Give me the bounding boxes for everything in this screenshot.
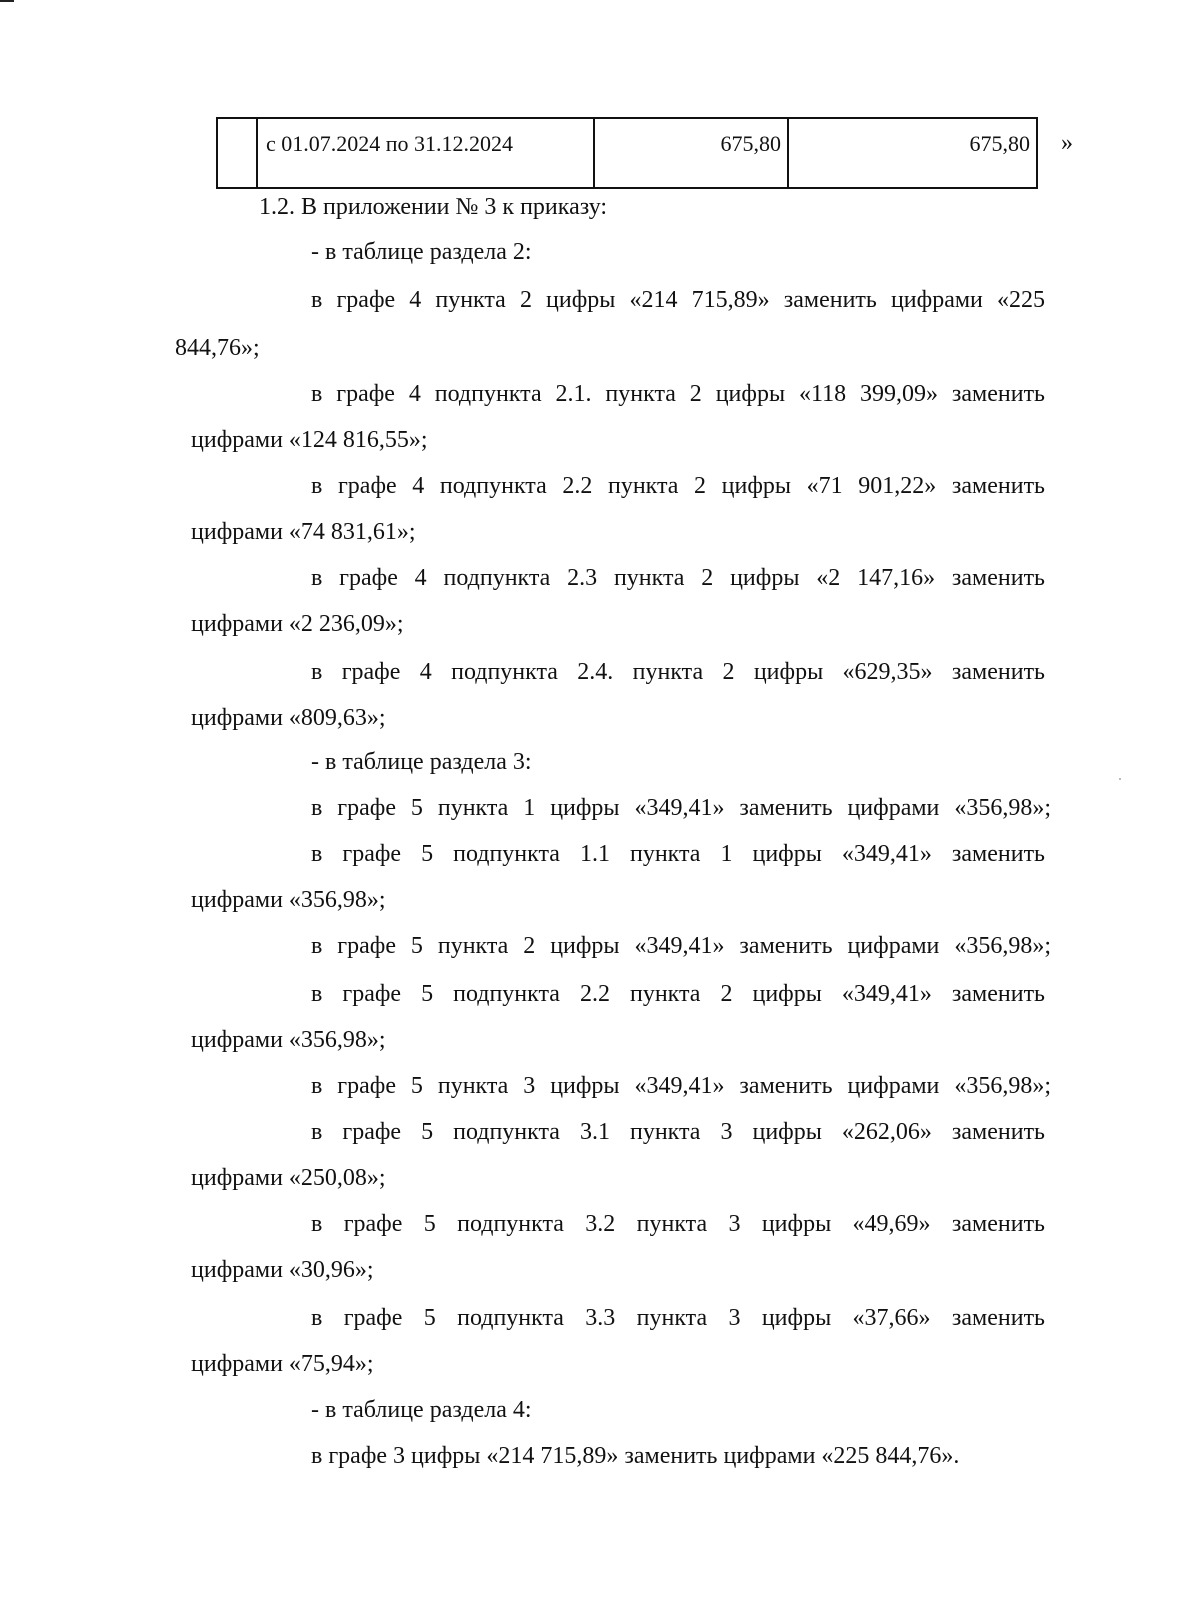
paragraph-line: - в таблице раздела 4: [311, 1397, 532, 1423]
paragraph-line: цифрами «75,94»; [191, 1351, 374, 1377]
paragraph-line: - в таблице раздела 2: [311, 239, 532, 265]
paragraph-heading: 1.2. В приложении № 3 к приказу: [259, 194, 608, 220]
paragraph-line: цифрами «356,98»; [191, 887, 386, 913]
paragraph-line: в графе 5 подпункта 3.3 пункта 3 цифры «37,66» заменить [311, 1305, 1045, 1331]
table-cell-value-1: 675,80 [595, 119, 789, 187]
paragraph-line: цифрами «74 831,61»; [191, 519, 416, 545]
scan-corner-mark [0, 0, 14, 2]
paragraph-line: цифрами «809,63»; [191, 705, 386, 731]
paragraph-line: в графе 5 пункта 2 цифры «349,41» заменить цифрами «356,98»; [311, 933, 1051, 959]
paragraph-line: в графе 5 подпункта 3.1 пункта 3 цифры «262,06» заменить [311, 1119, 1045, 1145]
paragraph-line: цифрами «124 816,55»; [191, 427, 428, 453]
paragraph-line: 844,76»; [175, 335, 260, 361]
closing-quote-mark: » [1061, 130, 1073, 156]
paragraph-line: в графе 4 пункта 2 цифры «214 715,89» заменить цифрами «225 [311, 287, 1045, 313]
table-cell-period: с 01.07.2024 по 31.12.2024 [258, 119, 595, 187]
table-cell-number [218, 119, 258, 187]
paragraph-line: цифрами «250,08»; [191, 1165, 386, 1191]
paragraph-line: цифрами «30,96»; [191, 1257, 374, 1283]
paragraph-line: - в таблице раздела 3: [311, 749, 532, 775]
paragraph-line: в графе 5 пункта 3 цифры «349,41» заменить цифрами «356,98»; [311, 1073, 1051, 1099]
paragraph-line: в графе 4 подпункта 2.4. пункта 2 цифры «629,35» заменить [311, 659, 1045, 685]
paragraph-line: в графе 5 пункта 1 цифры «349,41» заменить цифрами «356,98»; [311, 795, 1051, 821]
paragraph-line: в графе 5 подпункта 3.2 пункта 3 цифры «49,69» заменить [311, 1211, 1045, 1237]
tariff-table-row [216, 117, 1038, 189]
paragraph-line: в графе 4 подпункта 2.1. пункта 2 цифры «118 399,09» заменить [311, 381, 1045, 407]
scan-artifact-dot [1119, 778, 1121, 780]
table-cell-value-2: 675,80 [969, 131, 1030, 156]
paragraph-line: цифрами «356,98»; [191, 1027, 386, 1053]
paragraph-line: цифрами «2 236,09»; [191, 611, 404, 637]
paragraph-line: в графе 5 подпункта 2.2 пункта 2 цифры «349,41» заменить [311, 981, 1045, 1007]
paragraph-line: в графе 4 подпункта 2.2 пункта 2 цифры «71 901,22» заменить [311, 473, 1045, 499]
paragraph-line: в графе 4 подпункта 2.3 пункта 2 цифры «2 147,16» заменить [311, 565, 1045, 591]
paragraph-line: в графе 3 цифры «214 715,89» заменить цифрами «225 844,76». [311, 1443, 960, 1469]
paragraph-line: в графе 5 подпункта 1.1 пункта 1 цифры «349,41» заменить [311, 841, 1045, 867]
